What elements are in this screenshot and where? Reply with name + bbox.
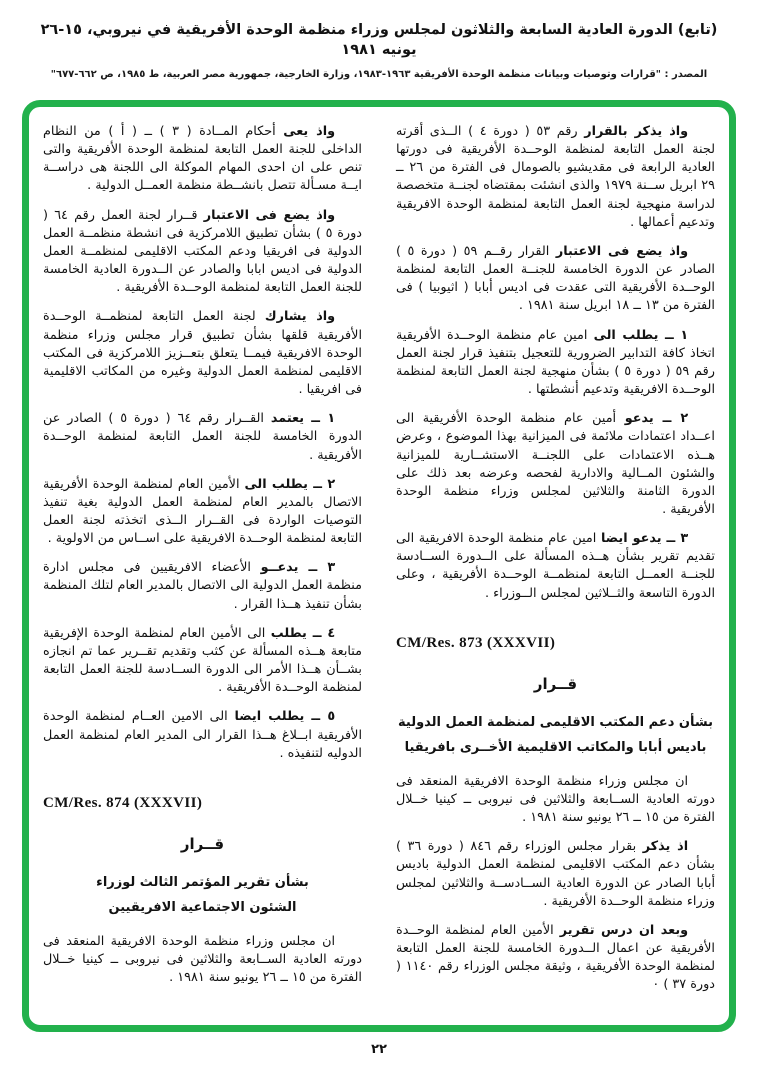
clause-lead: ٥ ــ يطلب ايضا — [234, 709, 336, 725]
paragraph — [396, 773, 715, 827]
clause-text: امين عام منظمة الوحدة الافريقية الى تقديم تقرير بشأن هــذه المسألة على الــدورة الســادسة للجنــة العمــل التابعة لمنظمــة الوحــدة الأفريقية ، وعلى الدورة التاسعة والثــلاثين لمجلس الــوزراء . — [396, 531, 715, 601]
paragraph — [43, 207, 362, 298]
paragraph-lead: اذ يذكر — [642, 839, 689, 855]
paragraph-lead: واذ يضع فى الاعتبار — [203, 207, 336, 223]
paragraph-lead: واذ يضع فى الاعتبار — [555, 243, 689, 259]
clause-lead: ٣ ــ يدعو ايضا — [600, 531, 689, 547]
paragraph — [43, 933, 362, 987]
paragraph-text: الأمين العام لمنظمة الوحــدة الأفريقية عن اعمال الــدورة الخامسة للجنة العمل التابعة لمنظمة الوحدة الأفريقية ، وثيقة مجلس الوزراء رقم ١١٤٠ ( دورة ٣٧ ) ٠ — [396, 922, 715, 993]
clause-text: امين عام منظمة الوحــدة الأفريقية اتخاذ كافة التدابير الضرورية للتعجيل بتنفيذ قرار لجنة العمل رقم ٥٩ ( دورة ٥ ) بشأن منهجية لجنة العمل التابعة لمنظمة الوحــدة الافريقية وتدعيم أنشطتها . — [396, 327, 715, 398]
clause-lead: ٤ ــ يطلب — [270, 625, 336, 641]
source-line: المصدر : "قرارات وتوصيات وبيانات منظمة الوحدة الأفريقية ١٩٦٣-١٩٨٣، وزارة الخارجية، جمهورية مصر العربية، ط ١٩٨٥، ص ٦٦٢-٦٧٧" — [50, 68, 708, 80]
paragraph-text: قــرار لجنة العمل رقم ٦٤ ( دورة ٥ ) بشأن تطبيق اللامركزية فى انشطة منظمــة العمل الدولية فى افريقيا ودعم المكتب الاقليمى لمنظمــة العمل الدولية فى اديس ابابا والصادر عن الــدورة العادية الخامسة للجنة العمل التابعة لمنظمة الوحــدة الأفريقية . — [43, 207, 362, 296]
paragraph — [43, 123, 362, 196]
two-column-layout — [43, 123, 715, 1025]
page-frame — [22, 100, 736, 1032]
clause-item — [43, 476, 362, 549]
resolution-subject — [43, 871, 362, 920]
clause-item — [43, 625, 362, 698]
paragraph — [396, 123, 715, 232]
paragraph — [43, 308, 362, 399]
resolution-subject-line: باديس أبابا والمكاتب الاقليمية الأخــرى بافريقيا — [404, 740, 707, 756]
paragraph-text: لجنة العمل التابعة لمنظمــة الوحــدة الأفريقية قلقها بشأن تطبيق قرار مجلس وزراء منظمة الوحدة الافريقية فيمــا يتعلق بتعــزيز اللامركزية فى المكتب الاقليمى لمنظمة العمل الدولية وغيره من المكاتب الاقليمية فى افريقيا . — [43, 309, 362, 398]
clause-item — [396, 410, 715, 519]
paragraph — [396, 922, 715, 995]
resolution-subject-line: بشأن تقرير المؤتمر الثالث لوزراء — [96, 875, 309, 891]
right-column — [396, 123, 715, 1025]
clause-text: أمين عام منظمة الوحدة الأفريقية الى اعــداد اعتمادات ملائمة فى الميزانية بهذا الموضوع ، وعرض هــذه الاعتمادات على اللجنــة الاستشــارية للميزانية والشئون المــالية والادارية لفحصه وعرضه بعد ذلك على الدورة الثامنة والثلاثين لمجلس وزراء منظمة الوحدة الأفريقية . — [396, 411, 715, 517]
resolution-heading: قــرار — [180, 835, 225, 854]
left-column — [43, 123, 362, 1025]
clause-lead: ١ ــ يعتمد — [270, 411, 336, 427]
clause-lead: ٢ ــ يطلب الى — [244, 476, 336, 492]
clause-text: الى الأمين العام لمنظمة الوحدة الإفريقية متابعة هــذه المسألة عن كثب وتقديم تقــرير عما تم انجازه بشــأن هــذا الأمر الى الدورة الســادسة للجنة العمل التابعة لمنظمة الوحــدة الأفريقية . — [43, 625, 362, 696]
clause-lead: ٣ ــ يدعــو — [260, 560, 336, 576]
paragraph — [396, 838, 715, 911]
page-header — [0, 0, 758, 80]
resolution-subject — [396, 711, 715, 760]
clause-text: القــرار رقم ٦٤ ( دورة ٥ ) الصادر عن الدورة الخامسة للجنة العمل التابعة لمنظمة الوحــدة الأفريقية . — [43, 411, 362, 463]
resolution-number: CM/Res. 874 (XXXVII) — [43, 794, 203, 811]
resolution-subject-line: الشئون الاجتماعية الافريقيين — [108, 900, 297, 916]
paragraph-lead: واذ يذكر بالقرار — [584, 124, 689, 139]
page-number: ٢٢ — [371, 1042, 387, 1057]
paragraph-text: أحكام المــادة ( ٣ ) ــ ( أ ) من النظام الداخلى للجنة العمل التابعة لمنظمة الوحدة الأفريقية والتى تنص على ان احدى المهام الموكلة الى اللجنة هى دراســة ايــة مسـألة تتصل بانشــطة منظمة العمــل الدولية . — [43, 124, 362, 194]
clause-text: الى الامين العــام لمنظمة الوحدة الأفريقية ابــلاغ هــذا القرار الى المدير العام لمنظمة العمل الدوليه لتنفيذه . — [43, 709, 362, 761]
clause-item — [396, 327, 715, 400]
clause-lead: ١ ــ يطلب الى — [593, 327, 689, 343]
resolution-subject-line: بشأن دعم المكتب الاقليمى لمنظمة العمل الدولية — [398, 715, 713, 731]
clause-item — [43, 410, 362, 464]
page-title: (تابع) الدورة العادية السابعة والثلاثون لمجلس وزراء منظمة الوحدة الأفريقية في نيروبي، ١٥-٢٦ يونيه ١٩٨١ — [40, 22, 718, 59]
paragraph-text: بقرار مجلس الوزراء رقم ٨٤٦ ( دورة ٣٦ ) بشأن دعم المكتب الاقليمى لمنظمة العمل الدولية باديس أبابا الصادر عن الدورة العادية الســادســة والثلاثين لمجلس وزراء منظمة الوحــدة الأفريقية . — [396, 839, 715, 909]
clause-text: الأعضاء الافريقيين فى مجلس ادارة منظمة العمل الدولية الى الاتصال بالمدير العام لتلك المنظمة بشأن تنفيذ هــذا القرار . — [43, 560, 362, 612]
clause-text: الأمين العام لمنظمة الوحدة الأفريقية الاتصال بالمدير العام لمنظمة العمل الدولية بغية تنفيذ التوصيات الواردة فى القــرار الــذى اتخذته لجنة العمل التابعة لمنظمة الوحــدة الافريقية على اســاس من الاولوية . — [43, 476, 362, 547]
paragraph-text: ان مجلس وزراء منظمة الوحدة الافريقية المنعقد فى دورته العادية الســابعة والثلاثين فى نيروبى ــ كينيا خــلال الفترة من ١٥ ــ ٢٦ يونيو سنة ١٩٨١ . — [43, 933, 362, 986]
clause-item — [43, 708, 362, 762]
paragraph-text: القرار رقــم ٥٩ ( دورة ٥ ) الصادر عن الدورة الخامسة للجنــة العمل التابعة لمنظمة الوحــدة الأفريقية التى عقدت فى اديس أبابا ( اثيوبيا ) فى الفترة من ١٣ ــ ١٨ ابريل سنة ١٩٨١ . — [396, 243, 715, 314]
paragraph-text: رقم ٥٣ ( دورة ٤ ) الــذى أقرته لجنة العمل التابعة لمنظمة الوحــدة الأفريقية فى دورتها العادية الرابعة فى مقديشيو بالصومال فى الفترة من ٢٦ ــ ٢٩ ابريل ســنة ١٩٧٩ والذى انشئت بمقتضاه لجنــة متخصصة لدراسة منهجية لجنة العمل التابعة لمنظمة الوحدة الافريقية وتدعيم أعمالها . — [396, 124, 716, 230]
paragraph-text: ان مجلس وزراء منظمة الوحدة الافريقية المنعقد فى دورته العادية الســابعة والثلاثين فى نيروبى ــ كينيا خــلال الفترة من ١٥ ــ ٢٦ يونيو سنة ١٩٨١ . — [396, 773, 715, 826]
paragraph-lead: واذ يشارك — [264, 309, 336, 325]
resolution-number: CM/Res. 873 (XXXVII) — [396, 634, 556, 651]
paragraph-lead: واذ يعى — [283, 124, 336, 139]
clause-item — [396, 530, 715, 603]
resolution-heading: قــرار — [533, 675, 578, 694]
clause-lead: ٢ ــ يدعو — [624, 411, 689, 427]
paragraph — [396, 243, 715, 316]
paragraph-lead: وبعد ان درس تقرير — [559, 922, 689, 938]
clause-item — [43, 559, 362, 613]
